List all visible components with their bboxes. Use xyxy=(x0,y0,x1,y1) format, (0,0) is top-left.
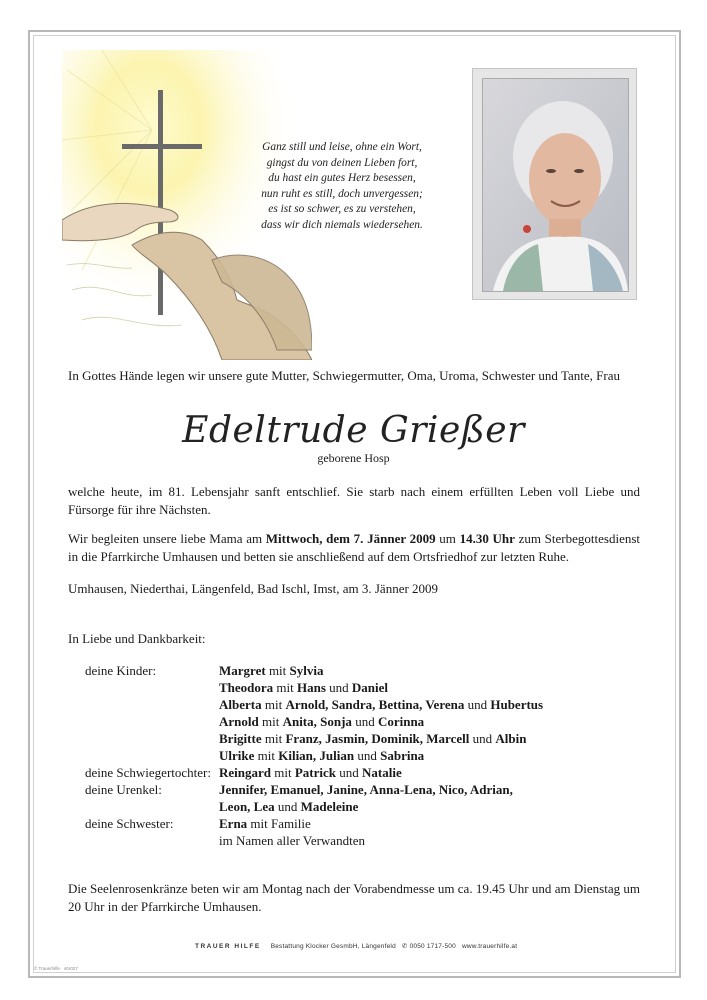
relative-name: Daniel xyxy=(351,680,389,695)
connector-text: und xyxy=(274,799,301,814)
connector-text: mit xyxy=(261,697,286,712)
poem-line: es ist so schwer, es zu verstehen, xyxy=(268,203,416,216)
family-names xyxy=(219,662,645,679)
connector-text: mit xyxy=(271,765,295,780)
relative-name: Leon, Lea xyxy=(219,799,275,814)
footer xyxy=(195,942,518,950)
family-row xyxy=(85,832,645,849)
intro-text: In Gottes Hände legen wir unsere gute Mutter, Schwiegermutter, Oma, Uroma, Schwester und Tante, Frau xyxy=(68,368,620,383)
family-names xyxy=(219,798,645,815)
relative-name: Alberta xyxy=(219,697,262,712)
relative-name: Brigitte xyxy=(219,731,262,746)
family-names xyxy=(219,713,645,730)
poem-line: du hast ein gutes Herz besessen, xyxy=(268,172,416,185)
connector-text: im Namen aller Verwandten xyxy=(219,833,365,848)
connector-text: mit xyxy=(261,731,286,746)
relative-name: Ulrike xyxy=(219,748,255,763)
connector-text: und xyxy=(464,697,491,712)
family-row xyxy=(85,679,645,696)
relative-name: Sabrina xyxy=(380,748,425,763)
family-list xyxy=(85,662,645,849)
relative-name: Hubertus xyxy=(490,697,544,712)
connector-text: mit Familie xyxy=(247,816,311,831)
print-code: © Trauerhilfe · 40r027 xyxy=(34,966,78,971)
family-row xyxy=(85,798,645,815)
relative-name: Reingard xyxy=(219,765,271,780)
relative-name: Hans xyxy=(297,680,326,695)
family-names xyxy=(219,679,645,696)
relative-name: Patrick xyxy=(294,765,336,780)
family-names xyxy=(219,832,645,849)
family-names xyxy=(219,747,645,764)
family-names xyxy=(219,781,645,798)
family-row xyxy=(85,713,645,730)
poem-line: Ganz still und leise, ohne ein Wort, xyxy=(262,141,422,153)
relative-name: Corinna xyxy=(377,714,425,729)
family-names xyxy=(219,764,645,781)
relative-name: Arnold, Sandra, Bettina, Verena xyxy=(285,697,465,712)
connector-text: und xyxy=(351,714,378,729)
footer-company: Bestattung Klocker GesmbH, Längenfeld xyxy=(270,943,396,950)
footer-phone: 0050 1717-500 xyxy=(409,943,456,950)
family-row xyxy=(85,781,645,798)
connector-text: und xyxy=(469,731,496,746)
poem-line: nun ruht es still, doch unvergessen; xyxy=(261,187,423,200)
relative-name: Kilian, Julian xyxy=(278,748,355,763)
family-row xyxy=(85,747,645,764)
family-row xyxy=(85,764,645,781)
places-date: Umhausen, Niederthai, Längenfeld, Bad Ischl, Imst, am 3. Jänner 2009 xyxy=(68,581,439,596)
connector-text: mit xyxy=(254,748,279,763)
connector-text: mit xyxy=(265,663,290,678)
family-role xyxy=(85,696,219,713)
maiden-name: geborene Hosp xyxy=(317,451,390,465)
family-role: deine Schwester: xyxy=(85,816,174,831)
funeral-date: Mittwoch, dem 7. Jänner 2009 xyxy=(265,531,436,546)
family-role xyxy=(85,713,219,730)
family-role xyxy=(85,747,219,764)
family-row xyxy=(85,815,645,832)
relative-name: Madeleine xyxy=(300,799,359,814)
family-role: deine Kinder: xyxy=(85,663,157,678)
family-role xyxy=(85,730,219,747)
dankbarkeit-heading: In Liebe und Dankbarkeit: xyxy=(68,631,206,646)
passing-text: welche heute, im 81. Lebensjahr sanft entschlief. Sie starb nach einem erfüllten Leben voll Liebe und Fürsorge für ihre Nächsten. xyxy=(68,484,640,517)
funeral-text-part: Wir begleiten unsere liebe Mama am xyxy=(68,531,266,546)
portrait-photo xyxy=(482,78,629,292)
relative-name: Erna xyxy=(219,816,248,831)
connector-text: und xyxy=(325,680,352,695)
family-role xyxy=(85,798,219,815)
family-names xyxy=(219,730,645,747)
relative-name: Anita, Sonja xyxy=(282,714,352,729)
funeral-text-part: zum Sterbegottesdienst in die Pfarrkirche Umhausen und betten sie anschließend auf dem Ortsfriedhof zur letzten Ruhe. xyxy=(68,531,641,564)
footer-web[interactable]: www.trauerhilfe.at xyxy=(461,943,518,950)
poem-line: dass wir dich niemals wiedersehen. xyxy=(261,218,423,231)
poem xyxy=(222,140,462,234)
connector-text: mit xyxy=(258,714,283,729)
relative-name: Natalie xyxy=(362,765,402,780)
funeral-time: 14.30 Uhr xyxy=(459,531,515,546)
family-names xyxy=(219,815,645,832)
relative-name: Sylvia xyxy=(289,663,324,678)
family-role xyxy=(85,679,219,696)
rosary-text: Die Seelenrosenkränze beten wir am Montag nach der Vorabendmesse um ca. 19.45 Uhr und am Dienstag um 20 Uhr in der Pfarrkirche Umhausen. xyxy=(68,881,640,914)
funeral-text-part: um xyxy=(435,531,460,546)
family-names xyxy=(219,696,645,713)
family-role: deine Urenkel: xyxy=(85,782,162,797)
footer-brand: TRAUER HILFE xyxy=(195,943,261,950)
relative-name: Jennifer, Emanuel, Janine, Anna-Lena, Nico, Adrian, xyxy=(219,782,513,797)
deceased-name: Edeltrude Grießer xyxy=(182,410,525,451)
relative-name: Albin xyxy=(495,731,527,746)
cross-shape xyxy=(158,90,163,315)
family-role xyxy=(85,832,219,849)
family-role: deine Schwiegertochter: xyxy=(85,765,211,780)
phone-icon: ✆ xyxy=(401,943,408,950)
connector-text: und xyxy=(354,748,381,763)
poem-line: gingst du von deinen Lieben fort, xyxy=(266,156,418,169)
family-row xyxy=(85,730,645,747)
connector-text: und xyxy=(336,765,362,780)
portrait-frame xyxy=(472,68,637,300)
relative-name: Margret xyxy=(219,663,266,678)
relative-name: Franz, Jasmin, Dominik, Marcell xyxy=(285,731,470,746)
relative-name: Arnold xyxy=(219,714,259,729)
family-row xyxy=(85,696,645,713)
relative-name: Theodora xyxy=(219,680,274,695)
family-row xyxy=(85,662,645,679)
funeral-text xyxy=(68,530,640,565)
connector-text: mit xyxy=(273,680,298,695)
